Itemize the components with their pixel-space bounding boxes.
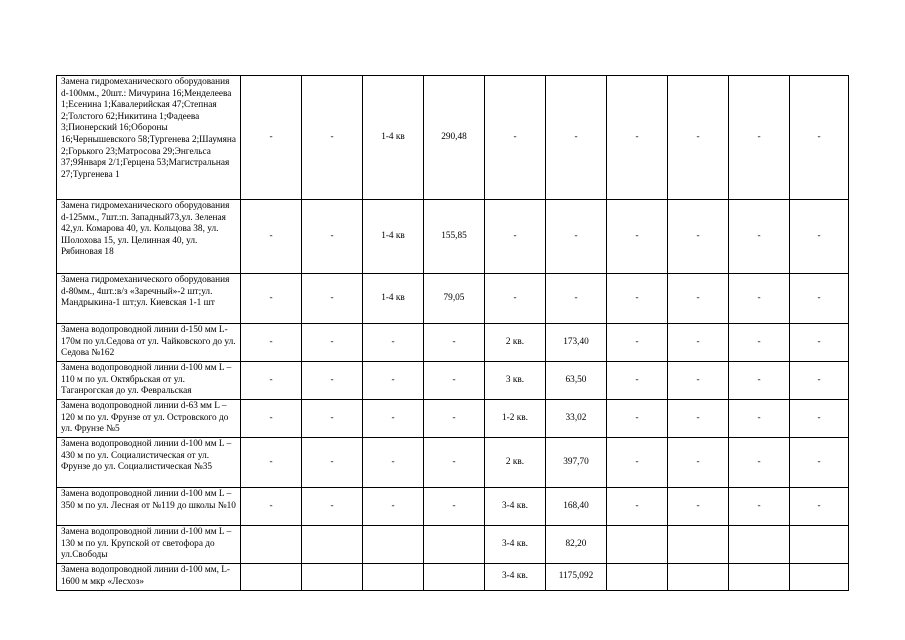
table-cell: - — [729, 274, 790, 324]
table-cell: - — [790, 274, 849, 324]
table-cell: - — [790, 200, 849, 274]
table-row — [57, 362, 849, 400]
table-cell: - — [241, 274, 302, 324]
table-cell — [424, 526, 485, 564]
table-cell: - — [668, 362, 729, 400]
table-cell — [668, 526, 729, 564]
table-cell: 33,02 — [546, 400, 607, 438]
table-cell — [363, 526, 424, 564]
table-row — [57, 324, 849, 362]
table-cell: - — [668, 274, 729, 324]
table-cell: - — [302, 400, 363, 438]
table-cell: - — [424, 488, 485, 526]
table-cell: - — [790, 400, 849, 438]
table-cell: - — [607, 76, 668, 200]
table-cell: - — [424, 438, 485, 488]
works-table — [56, 75, 849, 591]
table-cell — [607, 526, 668, 564]
table-row — [57, 526, 849, 564]
table-cell: - — [729, 200, 790, 274]
table-cell: - — [607, 274, 668, 324]
table-cell: 3 кв. — [485, 362, 546, 400]
table-row — [57, 76, 849, 200]
work-description-cell: Замена водопроводной линии d-100 мм L – 350 м по ул. Лесная от №119 до школы №10 — [57, 488, 241, 526]
work-description-cell: Замена водопроводной линии d-63 мм L – 120 м по ул. Фрунзе от ул. Островского до ул. Фрунзе №5 — [57, 400, 241, 438]
table-cell: - — [607, 362, 668, 400]
table-cell: - — [729, 400, 790, 438]
table-cell: - — [729, 438, 790, 488]
table-cell: 290,48 — [424, 76, 485, 200]
table-row — [57, 200, 849, 274]
table-cell: - — [668, 200, 729, 274]
table-cell: 1175,092 — [546, 564, 607, 591]
table-cell — [729, 526, 790, 564]
table-cell: - — [302, 76, 363, 200]
work-description-cell: Замена водопроводной линии d-100 мм L – 430 м по ул. Социалистическая от ул. Фрунзе до ул. Социалистическая №35 — [57, 438, 241, 488]
table-cell: - — [729, 324, 790, 362]
table-cell: - — [363, 324, 424, 362]
table-cell: 2 кв. — [485, 324, 546, 362]
table-cell — [729, 564, 790, 591]
table-cell — [302, 526, 363, 564]
table-cell: - — [241, 362, 302, 400]
table-cell: - — [546, 200, 607, 274]
table-cell: - — [607, 400, 668, 438]
work-description-cell: Замена водопроводной линии d-100 мм L – 110 м по ул. Октябрьская от ул. Таганрогская до ул. Февральская — [57, 362, 241, 400]
table-cell: - — [546, 274, 607, 324]
table-cell: - — [302, 324, 363, 362]
table-cell: 2 кв. — [485, 438, 546, 488]
table-cell: 173,40 — [546, 324, 607, 362]
table-cell: - — [668, 438, 729, 488]
table-row — [57, 438, 849, 488]
table-cell: - — [607, 200, 668, 274]
table-cell: 168,40 — [546, 488, 607, 526]
table-cell: - — [424, 324, 485, 362]
work-description-cell: Замена гидромеханического оборудования d-80мм., 4шт.:в/з «Заречный»-2 шт;ул. Мандрыкина-1 шт;ул. Киевская 1-1 шт — [57, 274, 241, 324]
table-cell: - — [607, 324, 668, 362]
table-cell: - — [790, 488, 849, 526]
table-cell: 1-4 кв — [363, 76, 424, 200]
table-cell — [668, 564, 729, 591]
table-cell: - — [424, 400, 485, 438]
table-row — [57, 564, 849, 591]
table-cell: - — [790, 438, 849, 488]
table-cell: - — [485, 76, 546, 200]
table-cell: - — [424, 362, 485, 400]
work-description-cell: Замена водопроводной линии d-150 мм L-170м по ул.Седова от ул. Чайковского до ул. Седова №162 — [57, 324, 241, 362]
table-cell: - — [363, 400, 424, 438]
work-description-cell: Замена водопроводной линии d-100 мм L – 130 м по ул. Крупской от светофора до ул.Свободы — [57, 526, 241, 564]
table-cell: 82,20 — [546, 526, 607, 564]
table-cell: 1-4 кв — [363, 200, 424, 274]
table-cell — [424, 564, 485, 591]
table-cell: - — [607, 438, 668, 488]
table-cell: 1-4 кв — [363, 274, 424, 324]
table-cell: - — [790, 324, 849, 362]
table-cell: - — [241, 200, 302, 274]
table-cell: 63,50 — [546, 362, 607, 400]
table-cell: - — [607, 488, 668, 526]
table-cell: - — [302, 274, 363, 324]
table-cell: - — [729, 76, 790, 200]
table-cell: - — [302, 438, 363, 488]
table-cell: - — [363, 488, 424, 526]
table-cell: - — [668, 400, 729, 438]
work-description-cell: Замена гидромеханического оборудования d-125мм., 7шт.:п. Западный73,ул. Зеленая 42,ул. Комарова 40, ул. Кольцова 38, ул. Шолохова 15, ул. Целинная 40, ул. Рябиновая 18 — [57, 200, 241, 274]
table-cell: - — [485, 274, 546, 324]
work-description-cell: Замена водопроводной линии d-100 мм, L- 1600 м мкр «Лесхоз» — [57, 564, 241, 591]
table-cell: - — [546, 76, 607, 200]
table-cell — [363, 564, 424, 591]
table-cell: - — [790, 362, 849, 400]
table-cell: - — [241, 400, 302, 438]
table-cell: - — [668, 488, 729, 526]
table-cell: - — [790, 76, 849, 200]
table-cell: 397,70 — [546, 438, 607, 488]
table-cell: - — [241, 76, 302, 200]
table-cell: - — [241, 438, 302, 488]
table-cell: - — [241, 324, 302, 362]
table-cell — [302, 564, 363, 591]
table-cell: - — [668, 324, 729, 362]
table-cell: - — [302, 362, 363, 400]
table-cell: - — [485, 200, 546, 274]
table-cell: 3-4 кв. — [485, 488, 546, 526]
table-cell: - — [302, 200, 363, 274]
table-row — [57, 488, 849, 526]
table-cell: 3-4 кв. — [485, 564, 546, 591]
table-cell: - — [363, 362, 424, 400]
table-cell: - — [302, 488, 363, 526]
table-cell — [241, 526, 302, 564]
table-cell: 3-4 кв. — [485, 526, 546, 564]
work-description-cell: Замена гидромеханического оборудования d-100мм., 20шт.: Мичурина 16;Менделеева 1;Есенина 1;Кавалерийская 47;Степная 2;Толстого 62;Никитина 1;Фадеева 3;Пионерский 16;Обороны 16;Чернышевского 58;Тургенева 2;Шаумяна 2;Горького 23;Матросова 29;Энгельса 37;9Января 2/1;Герцена 53;Магистральная 27;Тургенева 1 — [57, 76, 241, 200]
table-cell: 155,85 — [424, 200, 485, 274]
table-cell — [607, 564, 668, 591]
table-cell — [790, 526, 849, 564]
table-cell: - — [729, 362, 790, 400]
table-body — [57, 76, 849, 591]
table-cell: - — [241, 488, 302, 526]
table-cell: - — [729, 488, 790, 526]
table-cell: - — [668, 76, 729, 200]
table-cell — [241, 564, 302, 591]
table-cell — [790, 564, 849, 591]
table-cell: 1-2 кв. — [485, 400, 546, 438]
table-row — [57, 274, 849, 324]
table-cell: 79,05 — [424, 274, 485, 324]
table-row — [57, 400, 849, 438]
table-cell: - — [363, 438, 424, 488]
